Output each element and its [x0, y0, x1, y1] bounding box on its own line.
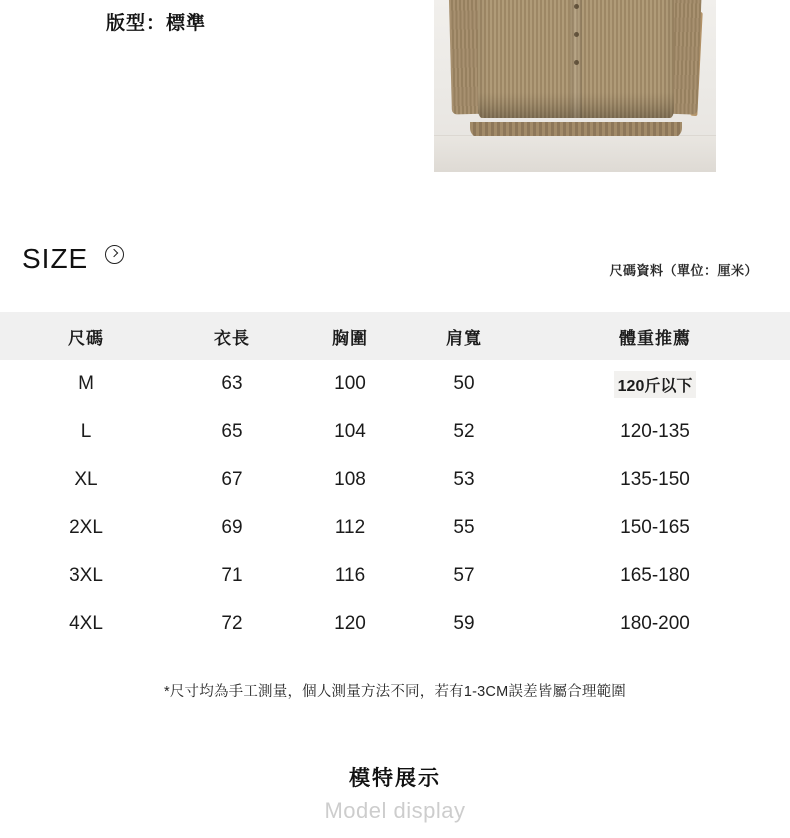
cell-shoulder: 55: [453, 517, 475, 538]
cell-shoulder: 53: [453, 469, 475, 490]
cell-bust: 116: [334, 565, 366, 586]
cell-bust: 108: [334, 469, 366, 490]
table-row: [0, 408, 790, 456]
cell-weight: 120-135: [620, 421, 690, 442]
size-table: [0, 312, 790, 648]
garment-body: [478, 0, 674, 118]
photo-baseboard: [434, 136, 716, 172]
table-row: [0, 552, 790, 600]
table-row: [0, 456, 790, 504]
model-display-section: [0, 762, 790, 824]
garment-button: [574, 60, 579, 65]
table-row: [0, 504, 790, 552]
cell-weight: 150-165: [620, 517, 690, 538]
cell-bust: 100: [334, 373, 366, 394]
circle-chevron-right-icon: [105, 245, 124, 264]
cell-weight: 135-150: [620, 469, 690, 490]
model-display-title-en: Model display: [324, 798, 466, 823]
fit-type-label: 版型：標準: [106, 13, 207, 34]
col-header-shoulder: 肩寬: [446, 328, 482, 348]
size-heading-text: SIZE: [22, 243, 89, 274]
cell-length: 63: [221, 373, 243, 394]
garment-button: [574, 32, 579, 37]
cell-length: 69: [221, 517, 243, 538]
col-header-weight: 體重推薦: [619, 328, 691, 348]
size-table-head: [0, 312, 790, 360]
cell-weight: 180-200: [620, 613, 690, 634]
cell-size: 2XL: [69, 517, 103, 538]
size-table-body: [0, 360, 790, 648]
cell-length: 65: [221, 421, 243, 442]
cell-weight-text: 120斤以下: [614, 371, 697, 398]
cell-bust: 120: [334, 613, 366, 634]
cell-shoulder: 57: [453, 565, 475, 586]
cell-bust: 112: [334, 517, 366, 538]
col-header-length: 衣長: [214, 328, 250, 348]
garment-button: [574, 4, 579, 9]
cell-size: 3XL: [69, 565, 103, 586]
product-fit-section: [0, 0, 790, 172]
cell-length: 72: [221, 613, 243, 634]
table-header-row: [0, 312, 790, 360]
col-header-bust: 胸圍: [332, 328, 368, 348]
size-table-wrapper: [0, 312, 790, 648]
cell-weight: [520, 360, 790, 408]
measurement-note: *尺寸均為手工測量，個人測量方法不同，若有1-3CM誤差皆屬合理範圍: [164, 684, 626, 700]
table-row: [0, 360, 790, 408]
cell-size: 4XL: [69, 613, 103, 634]
model-display-title-zh: 模特展示: [349, 767, 441, 790]
cell-shoulder: 50: [453, 373, 475, 394]
table-row: [0, 600, 790, 648]
cell-size: M: [78, 373, 94, 394]
cell-weight: 165-180: [620, 565, 690, 586]
cell-bust: 104: [334, 421, 366, 442]
col-header-size: 尺碼: [68, 328, 104, 348]
cell-size: L: [80, 421, 92, 442]
product-photo: [434, 0, 716, 172]
size-unit-note: 尺碼資料（單位：厘米）: [609, 263, 758, 278]
cell-shoulder: 59: [453, 613, 475, 634]
cell-length: 71: [221, 565, 243, 586]
cell-length: 67: [221, 469, 243, 490]
size-heading: [22, 243, 124, 275]
size-section-header: [0, 243, 790, 295]
cell-shoulder: 52: [453, 421, 475, 442]
cell-size: XL: [74, 469, 98, 490]
